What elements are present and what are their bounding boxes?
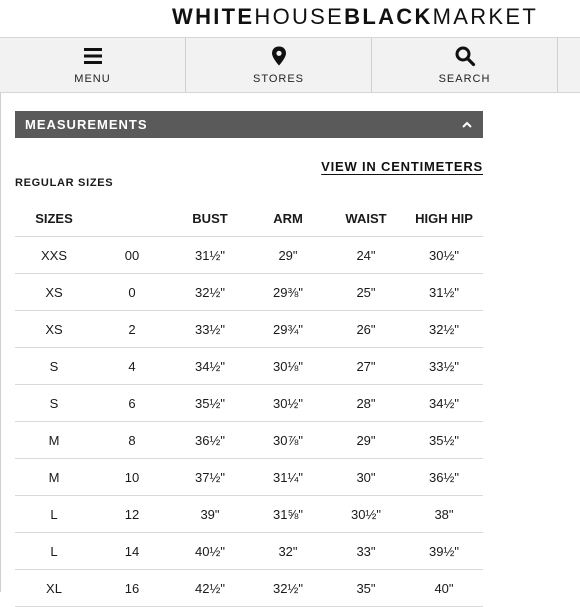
cell-size: XS: [45, 321, 63, 337]
hamburger-icon: [82, 45, 104, 67]
cell-size: S: [49, 358, 59, 374]
cell-bust: 34½": [195, 358, 225, 374]
cell-numeric-size: 16: [124, 580, 140, 596]
table-row: [15, 311, 483, 348]
table-row: [15, 570, 483, 607]
stores-label: STORES: [252, 73, 305, 85]
cell-high-hip: 34½": [429, 395, 459, 411]
cell-arm: 32½": [273, 580, 303, 596]
table-body: [15, 237, 483, 607]
search-icon: [454, 45, 476, 67]
cell-waist: 29": [356, 432, 376, 448]
section-title: REGULAR SIZES: [15, 177, 114, 189]
cell-bust: 31½": [195, 247, 225, 263]
cell-waist: 25": [356, 284, 376, 300]
cell-high-hip: 32½": [429, 321, 459, 337]
cell-size: XS: [45, 284, 63, 300]
cell-arm: 29⅜": [273, 284, 303, 300]
cell-numeric-size: 14: [124, 543, 140, 559]
table-header-row: [15, 200, 483, 237]
cell-numeric-size: 0: [128, 284, 136, 300]
header-arm: ARM: [273, 210, 303, 226]
cell-high-hip: 33½": [429, 358, 459, 374]
table-row: [15, 237, 483, 274]
cell-arm: 32": [278, 543, 298, 559]
cell-high-hip: 31½": [429, 284, 459, 300]
cell-size: S: [49, 395, 59, 411]
cell-waist: 30": [356, 469, 376, 485]
cell-size: M: [48, 469, 60, 485]
cell-arm: 30⅞": [273, 432, 303, 448]
brand-header: [0, 0, 580, 36]
cell-waist: 30½": [351, 506, 381, 522]
table-row: [15, 274, 483, 311]
chevron-up-icon[interactable]: [461, 119, 473, 131]
cell-numeric-size: 4: [128, 358, 136, 374]
header-high-hip: HIGH HIP: [415, 210, 473, 226]
cell-waist: 27": [356, 358, 376, 374]
table-row: [15, 533, 483, 570]
measurements-accordion[interactable]: [15, 111, 483, 138]
cell-size: M: [48, 432, 60, 448]
menu-label: MENU: [74, 73, 111, 85]
cell-bust: 32½": [195, 284, 225, 300]
cell-arm: 30½": [273, 395, 303, 411]
search-button[interactable]: [372, 38, 558, 92]
cell-high-hip: 39½": [429, 543, 459, 559]
table-row: [15, 385, 483, 422]
cell-size: XXS: [40, 247, 67, 263]
cell-waist: 28": [356, 395, 376, 411]
brand-word-house: HOUSE: [254, 4, 345, 29]
cell-arm: 29": [278, 247, 298, 263]
left-divider: [0, 92, 1, 592]
cell-numeric-size: 8: [128, 432, 136, 448]
cell-size: L: [50, 506, 58, 522]
cell-size: XL: [46, 580, 62, 596]
cell-numeric-size: 2: [128, 321, 136, 337]
brand-word-black: BLACK: [344, 4, 433, 29]
brand-word-market: MARKET: [432, 4, 539, 29]
cell-arm: 30⅛": [273, 358, 303, 374]
cell-high-hip: 36½": [429, 469, 459, 485]
cell-size: L: [50, 543, 58, 559]
table-row: [15, 459, 483, 496]
cell-waist: 33": [356, 543, 376, 559]
accordion-title: MEASUREMENTS: [25, 117, 148, 132]
cell-bust: 37½": [195, 469, 225, 485]
cell-high-hip: 35½": [429, 432, 459, 448]
header-waist: WAIST: [345, 210, 387, 226]
cell-numeric-size: 10: [124, 469, 140, 485]
menu-button[interactable]: [0, 38, 186, 92]
cell-numeric-size: 00: [124, 247, 140, 263]
cell-high-hip: 40": [434, 580, 454, 596]
table-row: [15, 422, 483, 459]
cell-bust: 39": [200, 506, 220, 522]
cell-bust: 42½": [195, 580, 225, 596]
table-row: [15, 348, 483, 385]
cell-arm: 31¼": [273, 469, 303, 485]
nav-bar: [0, 37, 580, 93]
cell-numeric-size: 12: [124, 506, 140, 522]
cell-bust: 33½": [195, 321, 225, 337]
stores-button[interactable]: [186, 38, 372, 92]
cell-waist: 26": [356, 321, 376, 337]
brand-word-white: WHITE: [172, 4, 255, 29]
location-pin-icon: [268, 45, 290, 67]
table-row: [15, 496, 483, 533]
cell-arm: 29¾": [273, 321, 303, 337]
measurements-table: [15, 200, 483, 607]
header-sizes: SIZES: [35, 210, 73, 226]
cell-high-hip: 38": [434, 506, 454, 522]
view-in-centimeters-link[interactable]: VIEW IN CENTIMETERS: [321, 159, 483, 174]
header-bust: BUST: [192, 210, 228, 226]
cell-bust: 36½": [195, 432, 225, 448]
cell-arm: 31⅝": [273, 506, 303, 522]
cell-waist: 24": [356, 247, 376, 263]
search-label: SEARCH: [438, 73, 491, 85]
cell-bust: 40½": [195, 543, 225, 559]
cell-numeric-size: 6: [128, 395, 136, 411]
cell-waist: 35": [356, 580, 376, 596]
cell-bust: 35½": [195, 395, 225, 411]
brand-logo[interactable]: [172, 4, 538, 30]
cell-high-hip: 30½": [429, 247, 459, 263]
